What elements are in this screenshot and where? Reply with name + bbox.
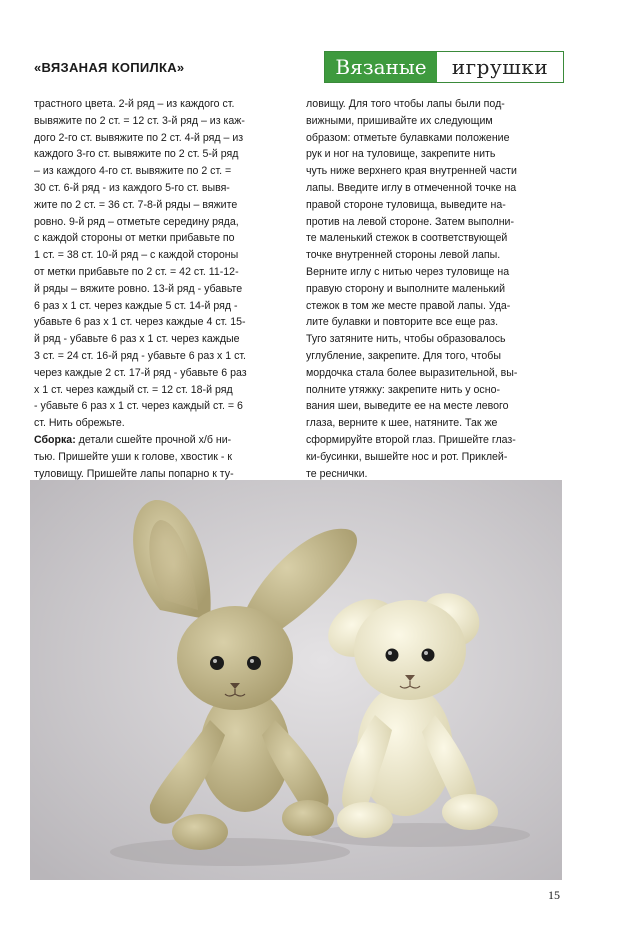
page-number: 15 (548, 888, 560, 902)
bunnies-illustration (30, 480, 562, 880)
header-title: «ВЯЗАНАЯ КОПИЛКА» (34, 60, 185, 75)
bunnies-photo (30, 480, 562, 880)
text-column-right: ловищу. Для того чтобы лапы были под- вижными, пришивайте их следующим образом: отметьте булавками положение рук и ног на туловище, закрепите нить чуть ниже верхнего края внутренней части лапы. Введите иглу в отмеченной точке на правой стороне туловища, выведите на- против на левой стороне. Затем выполни- те маленький стежок в соответствующей точке внутренней стороны левой лапы. Верните иглу с нитью через туловище на правую сторону и выполните маленький стежок в том же месте правой лапы. Уда- лите булавки и повторите все еще раз. Туго затяните нить, чтобы образовалось углубление, закрепите. Для того, чтобы мордочка стала более выразительной, вы- полните утяжку: закрепите нить у осно- вания шеи, выведите ее на месте левого глаза, верните к шее, натяните. Так же сформируйте второй глаз. Пришейте глаз- ки-бусинки, вышейте нос и рот. Приклей- те реснички. (306, 98, 518, 480)
assembly-label: Сборка: (34, 433, 76, 446)
section-badge (324, 51, 564, 83)
assembly-text: детали сшейте прочной х/б ни- тью. Пришейте уши к голове, хвостик - к туловищу. Пришейте лапы попарно к ту- (34, 433, 234, 480)
text-column-left (34, 96, 286, 482)
pattern-text: трастного цвета. 2-й ряд – из каждого ст. вывяжите по 2 ст. = 12 ст. 3-й ряд – из каж- дого 2-го ст. вывяжите по 2 ст. 4-й ряд – из каждого 3-го ст. вывяжите по 2 ст. 5-й ряд – из каждого 4-го ст. вывяжите по 2 ст. = 30 ст. 6-й ряд - из каждого 5-го ст. вывя- жите по 2 ст. = 36 ст. 7-8-й ряды – вяжите ровно. 9-й ряд – отметьте середину ряда, с каждой стороны от метки прибавьте по 1 ст. = 38 ст. 10-й ряд – с каждой стороны от метки прибавьте по 2 ст. = 42 ст. 11-12- й ряды – вяжите ровно. 13-й ряд - убавьте 6 раз х 1 ст. через каждые 5 ст. 14-й ряд - убавьте 6 раз х 1 ст. через каждые 4 ст. 15- й ряд - убавьте 6 раз х 1 ст. через каждые 3 ст. = 24 ст. 16-й ряд - убавьте 6 раз х 1 ст. через каждые 2 ст. 17-й ряд - убавьте 6 раз х 1 ст. через каждый ст. = 12 ст. 18-й ряд - убавьте 6 раз х 1 ст. через каждый ст. = 6 ст. Нить обрежьте. (34, 98, 247, 430)
badge-label-knitted: Вязаные (325, 52, 437, 82)
badge-label-toys: игрушки (451, 55, 549, 79)
